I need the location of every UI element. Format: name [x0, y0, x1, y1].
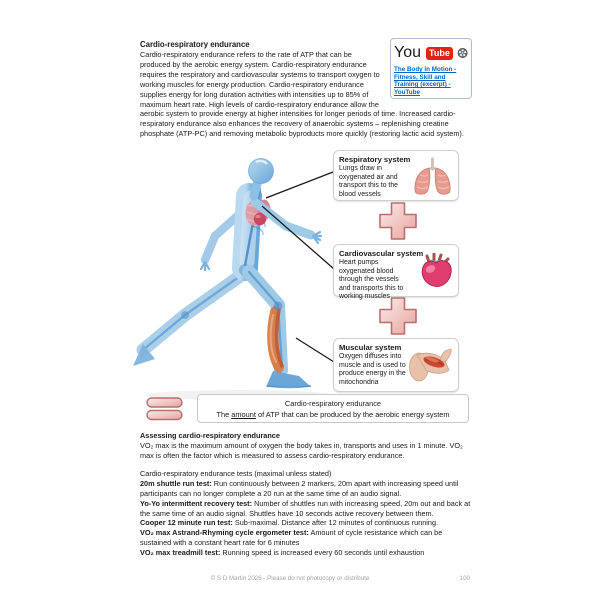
youtube-logo-tube: Tube — [426, 47, 453, 60]
test-item — [140, 499, 472, 519]
muscular-system-title: Muscular system — [339, 343, 402, 352]
lungs-icon — [411, 157, 455, 197]
plus-icon — [377, 296, 419, 336]
test-name: VO₂ max Astrand-Rhyming cycle ergometer test: — [140, 528, 309, 538]
summary-underlined-word: amount — [231, 410, 256, 419]
assessing-heading: Assessing cardio-respiratory endurance — [140, 431, 280, 440]
test-item — [140, 479, 472, 499]
assessing-section — [140, 431, 472, 558]
respiratory-system-description: Lungs draw in oxygenated air and transport this to the blood vessels — [339, 165, 398, 198]
heart-icon — [417, 253, 455, 291]
test-name: Cooper 12 minute run test: — [140, 518, 233, 528]
footer-page-number: 100 — [459, 575, 470, 582]
summary-box — [197, 394, 469, 423]
assessing-intro: VO₂ max is the maximum amount of oxygen the body takes in, transports and uses in 1 minute. VO₂ max is often the factor which is measured to assess cardio-respiratory endurance. — [140, 440, 463, 460]
test-item — [140, 528, 472, 548]
muscular-system-box — [333, 338, 459, 392]
test-description: Running speed is increased every 60 seconds until exhaustion — [220, 547, 425, 557]
tests-label: Cardio-respiratory endurance tests (maximal unless stated) — [140, 469, 332, 479]
test-name: Yo-Yo intermittent recovery test: — [140, 498, 253, 508]
test-description: Number of shuttles run with increasing speed, 20m out and back at the same time of an audio signal. Shuttles have 10 seconds active recovery between them. — [140, 498, 471, 518]
summary-line2: The amount of ATP that can be produced by the aerobic energy system — [216, 410, 450, 419]
youtube-link[interactable]: The Body in Motion - Fitness, Skill and Training (excerpt) - YouTube — [394, 66, 457, 96]
plus-icon — [377, 201, 419, 241]
respiratory-system-box — [333, 150, 459, 201]
test-description: Amount of cycle resistance which can be sustained with a constant heart rate for 6 minutes — [140, 528, 443, 547]
footer-copyright: © S D Martin 2026 - Please do not photocopy or distribute — [210, 575, 370, 582]
test-item — [140, 518, 472, 528]
cardiovascular-system-box — [333, 244, 459, 301]
test-description: Run continuously between 2 markers, 20m apart with increasing speed until participants can no longer complete a 20 run at the same time of an audio signal. — [140, 479, 459, 498]
respiratory-system-title: Respiratory system — [339, 155, 411, 164]
cardiovascular-system-description: Heart pumps oxygenated blood through the vessels and transports this to working muscles — [339, 259, 404, 301]
muscle-icon — [409, 348, 455, 386]
page-title: Cardio-respiratory endurance — [140, 40, 250, 49]
test-item — [140, 548, 472, 558]
muscular-system-description: Oxygen diffuses into muscle and is used to produce energy in the mitochondria — [339, 353, 406, 386]
intro-paragraph: Cardio-respiratory endurance refers to the rate of ATP that can be produced by the aerobic energy system. Cardio-respiratory endurance requires the respiratory and cardiovascular systems to transport oxygen to working muscles for energy production. Cardio-respiratory endurance supplies energy for long duration activities with intensities up to 85% of maximum heart rate. High levels of cardio-respiratory endurance allow the aerobic system to provide energy at higher intensities for longer periods of time. Increased cardio-respiratory endurance also enhances the recovery of anaerobic systems – replenishing creatine phosphate (ATP-PC) and removing metabolic byproducts more quickly (restoring lactic acid system). — [140, 50, 464, 139]
cardiovascular-system-title: Cardiovascular system — [339, 249, 424, 258]
youtube-logo-you: You — [394, 44, 421, 61]
summary-line1: Cardio-respiratory endurance — [284, 399, 382, 408]
equals-icon — [146, 397, 184, 421]
test-name: 20m shuttle run test: — [140, 479, 212, 489]
test-name: VO₂ max treadmill test: — [140, 547, 221, 557]
test-description: Sub-maximal. Distance after 12 minutes of continuous running. — [232, 518, 439, 528]
